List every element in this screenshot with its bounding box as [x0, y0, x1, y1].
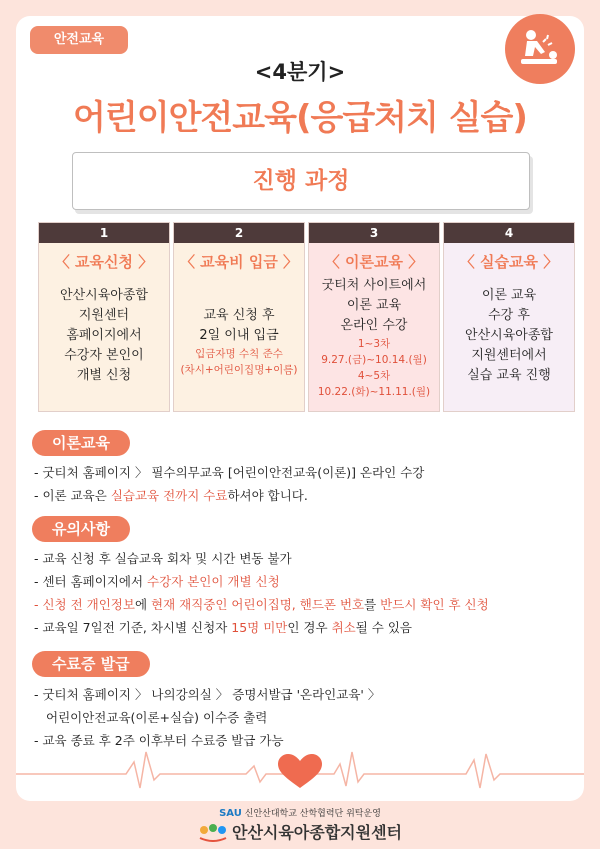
theory-line-2: - 이론 교육은 실습교육 전까지 수료하셔야 합니다. — [34, 488, 308, 503]
notes-line-4: - 교육일 7일전 기준, 차시별 신청자 15명 미만인 경우 취소될 수 있음 — [34, 620, 412, 635]
theory-line-1: - 굿티처 홈페이지 〉 필수의무교육 [어린이안전교육(이론)] 온라인 수강 — [34, 465, 425, 480]
step-title: 〈 교육비 입금 〉 — [179, 253, 299, 271]
notes-line-3: - 신청 전 개인정보에 현재 재직중인 어린이집명, 핸드폰 번호를 반드시 확인 후 신청 — [34, 597, 489, 612]
step-text: 안산시육아종합 — [60, 288, 148, 303]
step-number: 1 — [39, 223, 169, 243]
footer-university: SAU 신안산대학교 산학협력단 위탁운영 — [219, 808, 381, 819]
certificate-line-1: - 굿티처 홈페이지 〉 나의강의실 〉 증명서발급 '온라인교육' 〉 — [34, 687, 381, 702]
step-text: 수강자 본인이 — [64, 348, 144, 363]
notes-line-1: - 교육 신청 후 실습교육 회차 및 시간 변동 불가 — [34, 551, 292, 566]
step-note: 4~5차 — [357, 370, 391, 382]
step-text: 굿티처 사이트에서 — [321, 278, 427, 293]
step-text: 실습 교육 진행 — [467, 368, 551, 383]
step-card-2 — [173, 222, 305, 412]
notes-line-2: - 센터 홈페이지에서 수강자 본인이 개별 신청 — [34, 574, 280, 589]
step-text: 교육 신청 후 — [203, 308, 275, 323]
step-note: 입금자명 수칙 준수 — [195, 348, 283, 360]
center-logo-icon — [198, 822, 228, 846]
step-text: 2일 이내 입금 — [199, 328, 279, 343]
progress-title: 진행 과정 — [252, 168, 350, 194]
step-card-3 — [308, 222, 440, 412]
section-heading-certificate: 수료증 발급 — [32, 651, 150, 677]
step-card-4 — [443, 222, 575, 412]
step-text: 지원센터 — [78, 308, 130, 323]
step-title: 〈 실습교육 〉 — [459, 253, 559, 271]
section-heading-notes: 유의사항 — [32, 516, 130, 542]
progress-box — [72, 152, 530, 210]
step-note: (차시+어린이집명+이름) — [180, 364, 298, 376]
quarter-label: <4분기> — [254, 60, 346, 84]
step-card-1 — [38, 222, 170, 412]
category-tag: 안전교육 — [30, 26, 128, 54]
heart-icon — [16, 722, 584, 802]
step-text: 홈페이지에서 — [66, 328, 142, 343]
step-number: 3 — [309, 223, 439, 243]
section-heading-theory: 이론교육 — [32, 430, 130, 456]
step-text: 온라인 수강 — [340, 318, 408, 333]
step-number: 2 — [174, 223, 304, 243]
step-title: 〈 교육신청 〉 — [54, 253, 154, 271]
footer-center: 안산시육아종합지원센터 — [0, 820, 600, 846]
step-note: 1~3차 — [357, 338, 391, 350]
step-text: 지원센터에서 — [471, 348, 547, 363]
step-text: 안산시육아종합 — [465, 328, 553, 343]
step-note: 10.22.(화)~11.11.(월) — [317, 386, 431, 398]
step-note: 9.27.(금)~10.14.(월) — [321, 354, 427, 366]
step-text: 개별 신청 — [76, 368, 132, 383]
step-title: 〈 이론교육 〉 — [324, 253, 424, 271]
certificate-line-3: - 교육 종료 후 2주 이후부터 수료증 발급 가능 — [34, 733, 284, 748]
sau-logo: SAU — [219, 808, 242, 819]
step-number: 4 — [444, 223, 574, 243]
step-text: 이론 교육 — [481, 288, 537, 303]
certificate-line-2: 어린이안전교육(이론+실습) 이수증 출력 — [46, 710, 268, 725]
page-title: 어린이안전교육(응급처치 실습) — [73, 98, 527, 138]
step-text: 수강 후 — [488, 308, 530, 323]
step-text: 이론 교육 — [346, 298, 402, 313]
